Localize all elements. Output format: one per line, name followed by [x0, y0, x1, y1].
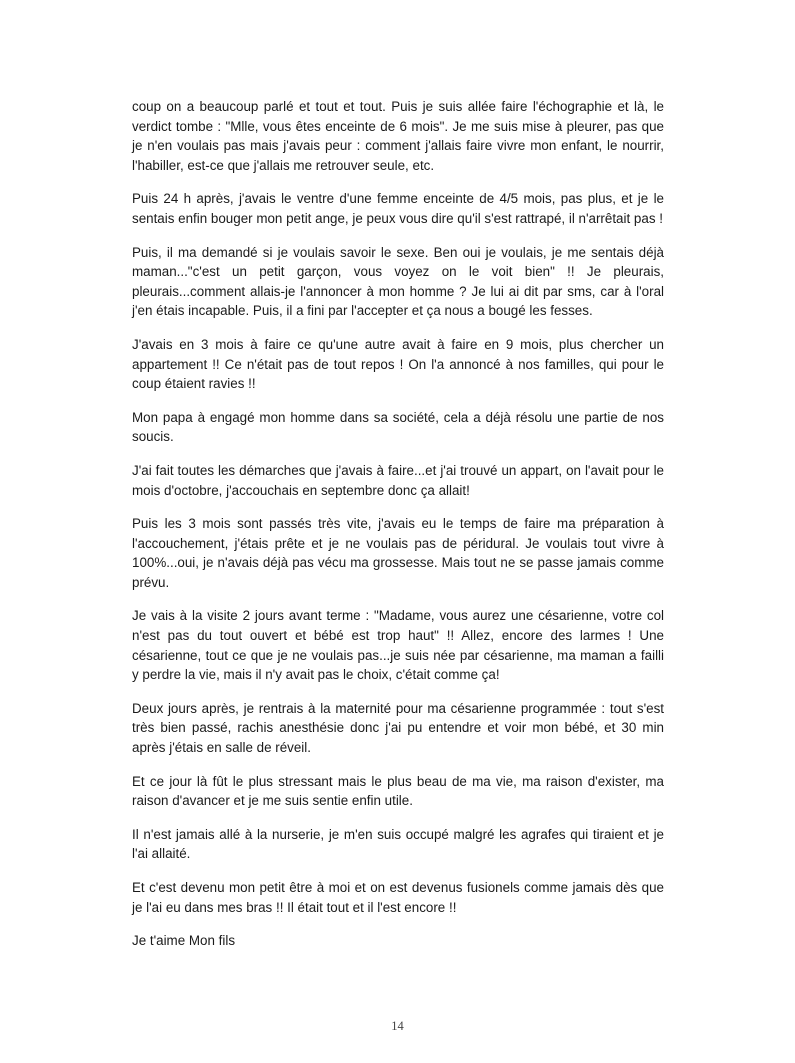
- body-text: [132, 97, 664, 965]
- paragraph-10: Et ce jour là fût le plus stressant mais le plus beau de ma vie, ma raison d'exister, ma raison d'avancer et je me suis sentie enfin utile.: [132, 773, 664, 809]
- paragraph-7: Puis les 3 mois sont passés très vite, j'avais eu le temps de faire ma préparation à l'accouchement, j'étais prête et je ne voulais pas de péridural. Je voulais tout vivre à 100%...oui, je n'avais déjà pas vécu ma grossesse. Mais tout ne se passe jamais comme prévu.: [132, 516, 664, 590]
- paragraph-3: Puis, il ma demandé si je voulais savoir le sexe. Ben oui je voulais, je me sentais déjà maman..."c'est un petit garçon, vous voyez on le voit bien" !! Je pleurais, pleurais...comment allais-je l'annoncer à mon homme ? Je lui ai dit par sms, car à l'oral j'en étais incapable. Puis, il a fini par l'accepter et ça nous a bougé les fesses.: [132, 244, 664, 319]
- paragraph-11: Il n'est jamais allé à la nurserie, je m'en suis occupé malgré les agrafes qui tiraient et je l'ai allaité.: [132, 826, 664, 862]
- paragraph-8: Je vais à la visite 2 jours avant terme : "Madame, vous aurez une césarienne, votre col n'est pas du tout ouvert et bébé est trop haut" !! Allez, encore des larmes ! Une césarienne, tout ce que je ne voulais pas...je suis née par césarienne, ma maman a failli y perdre la vie, mais il n'y avait pas le choix, c'était comme ça!: [132, 608, 664, 683]
- paragraph-13: Je t'aime Mon fils: [132, 933, 236, 949]
- paragraph-12: Et c'est devenu mon petit être à moi et on est devenus fusionels comme jamais dès que je l'ai eu dans mes bras !! Il était tout et il l'est encore !!: [132, 880, 664, 915]
- paragraph-1: coup on a beaucoup parlé et tout et tout. Puis je suis allée faire l'échographie et là, le verdict tombe : "Mlle, vous êtes enceinte de 6 mois". Je me suis mise à pleurer, pas que je n'en voulais pas mais j'avais peur : comment j'allais faire vivre mon enfant, le nourrir, l'habiller, est-ce que j'allais me retrouver seule, etc.: [132, 99, 664, 173]
- paragraph-9: Deux jours après, je rentrais à la maternité pour ma césarienne programmée : tout s'est très bien passé, rachis anesthésie donc j'ai pu entendre et voir mon bébé, et 30 min après j'étais en salle de réveil.: [132, 700, 664, 756]
- page-number: 14: [391, 1019, 404, 1033]
- paragraph-2: Puis 24 h après, j'avais le ventre d'une femme enceinte de 4/5 mois, pas plus, et je le sentais enfin bouger mon petit ange, je peux vous dire qu'il s'est rattrapé, il n'arrêtait pas !: [132, 191, 664, 226]
- paragraph-5: Mon papa à engagé mon homme dans sa société, cela a déjà résolu une partie de nos soucis.: [132, 409, 664, 445]
- paragraph-6: J'ai fait toutes les démarches que j'avais à faire...et j'ai trouvé un appart, on l'avait pour le mois d'octobre, j'accouchais en septembre donc ça allait!: [132, 462, 664, 498]
- paragraph-4: J'avais en 3 mois à faire ce qu'une autre avait à faire en 9 mois, plus chercher un appartement !! Ce n'était pas de tout repos ! On l'a annoncé à nos familles, qui pour le coup étaient ravies !!: [132, 336, 664, 392]
